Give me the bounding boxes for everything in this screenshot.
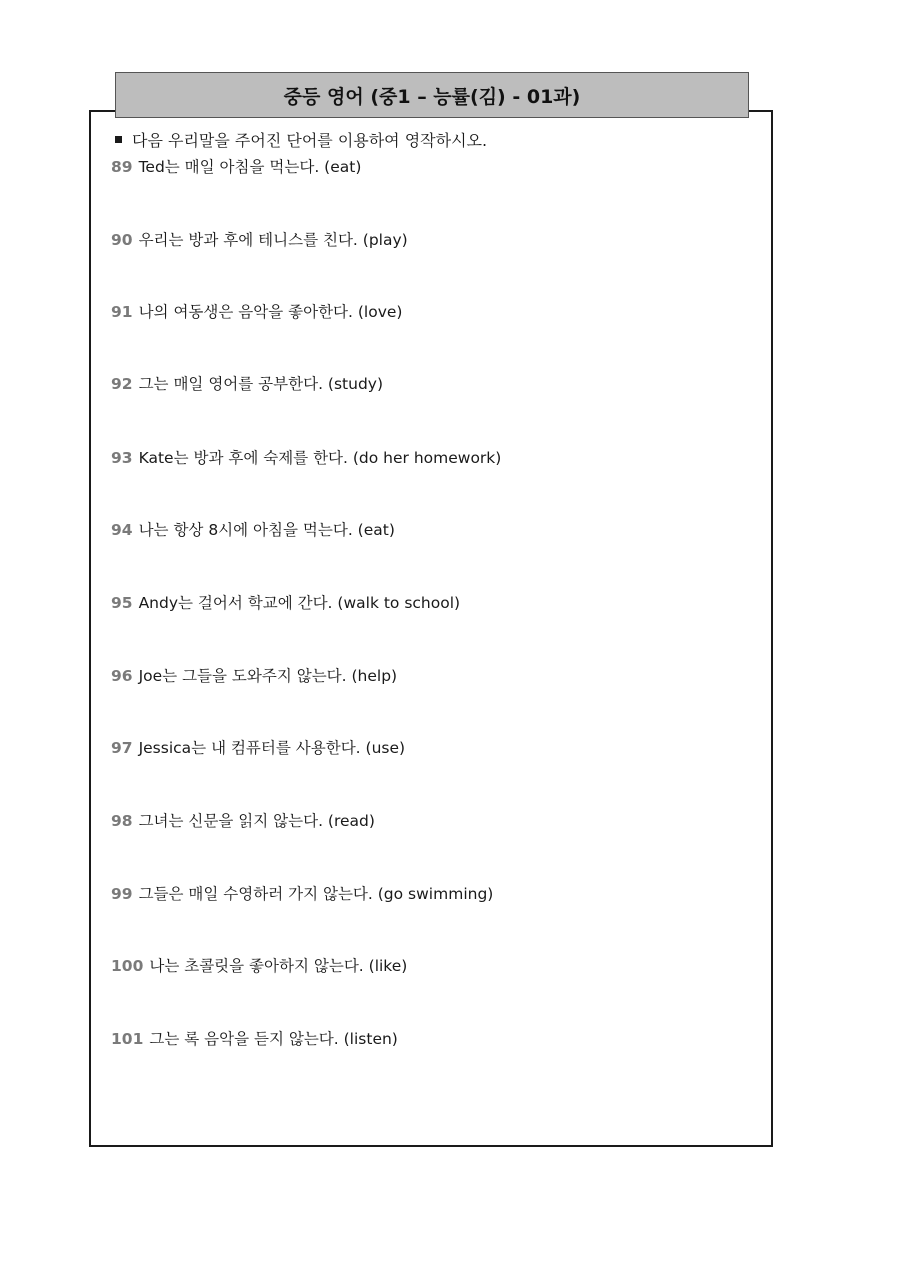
question-number: 100 xyxy=(111,957,144,975)
instruction-text: 다음 우리말을 주어진 단어를 이용하여 영작하시오. xyxy=(132,131,488,150)
question-number: 90 xyxy=(111,231,133,249)
question-item xyxy=(111,374,383,394)
question-text: Kate는 방과 후에 숙제를 한다. (do her homework) xyxy=(138,449,502,467)
question-number: 98 xyxy=(111,812,133,830)
question-item xyxy=(111,302,402,322)
page-title xyxy=(115,72,749,118)
black-square-icon xyxy=(115,136,122,143)
question-number: 99 xyxy=(111,885,133,903)
question-text: 나는 초콜릿을 좋아하지 않는다. (like) xyxy=(149,957,408,975)
question-number: 91 xyxy=(111,303,133,321)
question-number: 93 xyxy=(111,449,133,467)
question-text: Joe는 그들을 도와주지 않는다. (help) xyxy=(138,667,398,685)
question-number: 92 xyxy=(111,375,133,393)
question-number: 96 xyxy=(111,667,133,685)
question-number: 101 xyxy=(111,1030,144,1048)
question-number: 97 xyxy=(111,739,133,757)
question-number: 95 xyxy=(111,594,133,612)
question-text: 그들은 매일 수영하러 가지 않는다. (go swimming) xyxy=(138,885,494,903)
question-item xyxy=(111,666,397,686)
question-number: 89 xyxy=(111,158,133,176)
page-title-text: 중등 영어 (중1 – 능률(김) - 01과) xyxy=(283,85,581,108)
question-text: 그녀는 신문을 읽지 않는다. (read) xyxy=(138,812,375,830)
question-item xyxy=(111,448,501,468)
worksheet-box xyxy=(89,110,773,1147)
question-item xyxy=(111,956,407,976)
question-text: 우리는 방과 후에 테니스를 친다. (play) xyxy=(138,231,408,249)
instruction xyxy=(115,128,487,151)
question-text: 그는 매일 영어를 공부한다. (study) xyxy=(138,375,383,393)
question-item xyxy=(111,230,408,250)
question-item xyxy=(111,738,405,758)
question-text: 나의 여동생은 음악을 좋아한다. (love) xyxy=(138,303,403,321)
question-text: 나는 항상 8시에 아침을 먹는다. (eat) xyxy=(138,521,395,539)
question-item xyxy=(111,1029,398,1049)
question-item xyxy=(111,811,375,831)
question-text: Ted는 매일 아침을 먹는다. (eat) xyxy=(138,158,362,176)
question-text: Andy는 걸어서 학교에 간다. (walk to school) xyxy=(138,594,461,612)
question-number: 94 xyxy=(111,521,133,539)
question-item xyxy=(111,520,395,540)
question-text: Jessica는 내 컴퓨터를 사용한다. (use) xyxy=(138,739,406,757)
question-item xyxy=(111,157,361,177)
question-item xyxy=(111,593,460,613)
question-text: 그는 록 음악을 듣지 않는다. (listen) xyxy=(149,1030,398,1048)
question-item xyxy=(111,884,493,904)
